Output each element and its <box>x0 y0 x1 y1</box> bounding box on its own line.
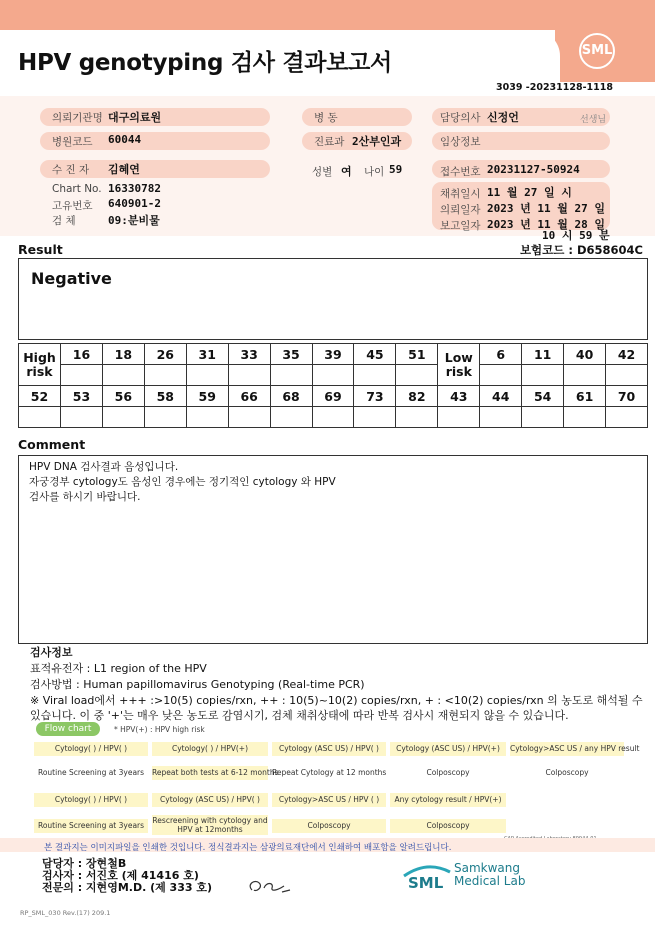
type-cell: 40 <box>564 344 606 365</box>
hospcode-value: 60044 <box>108 133 142 146</box>
doctor-suffix: 선생님 <box>580 115 607 125</box>
type-cell: 16 <box>61 344 103 365</box>
hospital-value: 대구의료원 <box>108 111 162 124</box>
request-label: 의뢰일자 <box>440 204 481 216</box>
flow-step: Repeat Cytology at 12 months <box>272 768 387 777</box>
insurance-code: 보험코드 : D658604C <box>519 243 643 257</box>
flow-box: Cytology( ) / HPV( ) <box>34 742 148 756</box>
low-risk-label: Low risk <box>438 344 480 386</box>
type-cell: 11 <box>522 344 564 365</box>
result-box <box>18 258 648 340</box>
collect-value: 11 월 27 일 시 <box>487 186 572 199</box>
collect-label: 채취일시 <box>440 188 481 200</box>
age-label: 나이 <box>364 166 385 178</box>
svg-text:SML: SML <box>408 874 444 892</box>
id-label: 고유번호 <box>52 200 93 212</box>
doc-number-1: 3039 -20231128-1118 <box>496 82 613 93</box>
type-cell: 82 <box>396 386 438 407</box>
receipt-label: 접수번호 <box>440 166 481 178</box>
type-cell: 68 <box>270 386 312 407</box>
type-cell: 45 <box>354 344 396 365</box>
specimen-label: 검 체 <box>52 215 76 227</box>
chart-label: Chart No. <box>52 183 102 195</box>
type-cell: 43 <box>438 386 480 407</box>
id-value: 640901-2 <box>108 197 161 210</box>
high-risk-label: High risk <box>19 344 61 386</box>
check-info-heading: 검사정보 <box>30 646 73 659</box>
viral-load-note: ※ Viral load에서 +++ :>10(5) copies/rxn, ++ : 10(5)~10(2) copies/rxn, + : <10(2) copies/rxn 의 농도로 해석될 수 있습니다. 이 중 '+'는 매우 낮은 농도로 감염시기, 검체 채취상태에 따라 반복 검사시 재현되지 않을 수 있습니다. <box>30 694 643 722</box>
sex-label: 성별 <box>312 166 333 178</box>
type-cell: 66 <box>228 386 270 407</box>
type-cell: 54 <box>522 386 564 407</box>
flow-chart-tag: Flow chart <box>36 722 100 736</box>
hospcode-label: 병원코드 <box>52 136 93 148</box>
doctor-value: 신정언 <box>487 111 519 124</box>
type-cell: 18 <box>102 344 144 365</box>
flow-box: Colposcopy <box>272 819 386 833</box>
type-cell: 52 <box>19 386 61 407</box>
request-value: 2023 년 11 월 27 일 <box>487 202 605 215</box>
type-cell: 31 <box>186 344 228 365</box>
form-number: RP_SML_030 Rev.(17) 209.1 <box>20 909 111 917</box>
header-band <box>0 0 655 30</box>
genotype-table <box>18 343 648 428</box>
reportdate-value: 2023 년 11 월 28 일 <box>487 218 605 231</box>
reporttime-value: 10 시 59 분 <box>542 229 610 242</box>
flow-box: Cytology (ASC US) / HPV(+) <box>390 742 506 756</box>
type-cell: 39 <box>312 344 354 365</box>
type-cell: 42 <box>606 344 648 365</box>
comment-line: 검사를 하시기 바랍니다. <box>29 491 141 503</box>
lab-name-1: Samkwang <box>454 861 520 875</box>
name-value: 김혜연 <box>108 163 140 176</box>
result-text: Negative <box>31 269 112 288</box>
patient-info-area <box>0 96 655 242</box>
chart-value: 16330782 <box>108 182 161 195</box>
signature-icon <box>244 874 296 898</box>
flow-legend: * HPV(+) : HPV high risk <box>114 725 205 734</box>
type-cell: 44 <box>480 386 522 407</box>
ward-label: 병 동 <box>314 112 338 124</box>
hospital-label: 의뢰기관명 <box>52 112 103 124</box>
staff-manager: 담당자 : 장현철B <box>42 857 127 870</box>
flow-box: Cytology( ) / HPV( ) <box>34 793 148 807</box>
dept-label: 진료과 <box>314 136 345 148</box>
report-title: HPV genotyping 검사 결과보고서 <box>18 50 392 76</box>
name-label: 수 진 자 <box>52 164 90 176</box>
doctor-label: 담당의사 <box>440 112 481 124</box>
clinical-label: 임상정보 <box>440 136 481 148</box>
flow-box: Routine Screening at 3years <box>34 819 148 833</box>
flow-box: Cytology>ASC US / any HPV result <box>510 742 624 756</box>
dept-value: 2산부인과 <box>352 135 402 148</box>
method: 검사방법 : Human papillomavirus Genotyping (Real-time PCR) <box>30 678 365 691</box>
type-cell: 26 <box>144 344 186 365</box>
type-cell: 59 <box>186 386 228 407</box>
flow-box: Rescreening with cytology and HPV at 12months <box>152 816 268 834</box>
target-gene: 표적유전자 : L1 region of the HPV <box>30 662 207 675</box>
lab-name-2: Medical Lab <box>454 874 526 888</box>
sml-footer-logo-icon <box>402 858 452 892</box>
flow-box: Cytology( ) / HPV(+) <box>152 742 268 756</box>
result-heading: Result <box>18 242 63 257</box>
type-cell: 51 <box>396 344 438 365</box>
flow-step: Colposcopy <box>545 768 589 777</box>
flow-step: Colposcopy <box>426 768 470 777</box>
notice-text: 본 결과지는 이미지파일을 인쇄한 것입니다. 정식결과지는 삼광의료재단에서 인쇄하여 배포함을 알려드립니다. <box>44 843 452 853</box>
comment-line: 자궁경부 cytology도 음성인 경우에는 정기적인 cytology 와 HPV <box>29 476 336 488</box>
flow-box: Cytology (ASC US) / HPV( ) <box>272 742 386 756</box>
comment-box <box>18 455 648 644</box>
type-cell: 70 <box>606 386 648 407</box>
staff-specialist: 전문의 : 지현영M.D. (제 333 호) <box>42 881 213 894</box>
flow-step: Routine Screening at 3years <box>37 768 145 777</box>
comment-heading: Comment <box>18 437 86 452</box>
flow-box: Colposcopy <box>390 819 506 833</box>
flow-box: Cytology (ASC US) / HPV( ) <box>152 793 268 807</box>
type-cell: 33 <box>228 344 270 365</box>
type-cell: 58 <box>144 386 186 407</box>
specimen-value: 09:분비물 <box>108 214 160 227</box>
age-value: 59 <box>389 163 403 176</box>
staff-tester: 검사자 : 서진호 (제 41416 호) <box>42 869 199 882</box>
type-cell: 56 <box>102 386 144 407</box>
sex-value: 여 <box>341 165 352 178</box>
check-info <box>30 645 650 723</box>
lab-name <box>454 862 525 888</box>
type-cell: 69 <box>312 386 354 407</box>
flow-box: Repeat both tests at 6-12 months <box>152 766 268 780</box>
type-cell: 73 <box>354 386 396 407</box>
reportdate-label: 보고일자 <box>440 220 481 232</box>
flow-box: Cytology>ASC US / HPV ( ) <box>272 793 386 807</box>
type-cell: 6 <box>480 344 522 365</box>
comment-line: HPV DNA 검사결과 음성입니다. <box>29 461 179 473</box>
receipt-value: 20231127-50924 <box>487 163 580 176</box>
type-cell: 61 <box>564 386 606 407</box>
type-cell: 53 <box>61 386 103 407</box>
sml-logo-icon: SML <box>579 33 615 69</box>
staff-block <box>42 858 212 894</box>
type-cell: 35 <box>270 344 312 365</box>
flow-box: Any cytology result / HPV(+) <box>390 793 506 807</box>
